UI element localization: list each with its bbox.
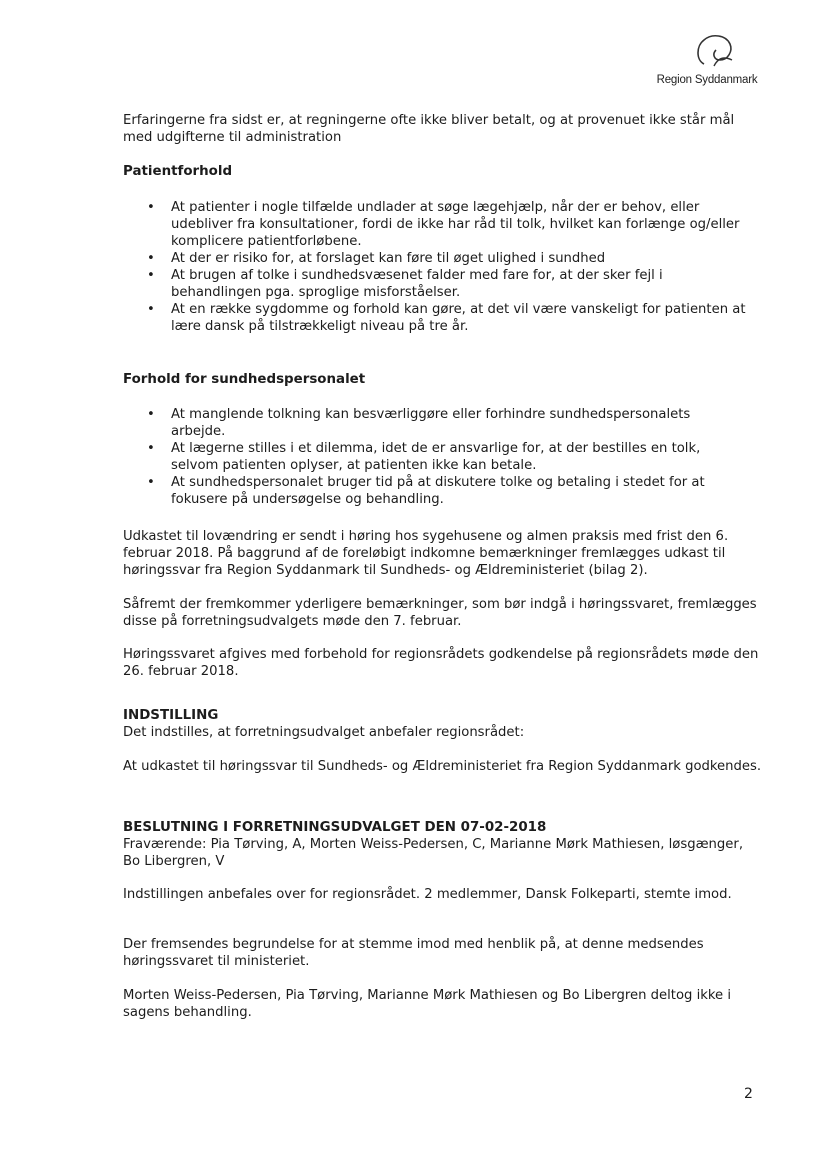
list-item: • At brugen af tolke i sundhedsvæsenet falder med fare for, at der sker fejl i behandlingen pga. sproglige misforståelser.	[147, 268, 663, 300]
indstilling-text: At udkastet til høringssvar til Sundheds- og Ældreministeriet fra Region Syddanmark godkendes.	[123, 759, 762, 774]
list-item: • At der er risiko for, at forslaget kan føre til øget ulighed i sundhed	[147, 251, 606, 266]
list-item: • At patienter i nogle tilfælde undlader at søge lægehjælp, når der er behov, eller udebliver fra konsultationer, fordi de ikke har råd til tolk, hvilket kan forlænge og/eller komplicere patientforløbene.	[147, 200, 740, 249]
intro-paragraph: Erfaringerne fra sidst er, at regningerne ofte ikke bliver betalt, og at provenuet ikke står mål med udgifterne til administration	[123, 113, 735, 145]
paragraph-hearing: Udkastet til lovændring er sendt i høring hos sygehusene og almen praksis med frist den 6. februar 2018. På baggrund af de foreløbigt indkomne bemærkninger fremlægges udkast til høringssvar fra Region Syddanmark til Sundheds- og Ældreministeriet (bilag 2).	[123, 529, 729, 578]
list-item: • At manglende tolkning kan besværliggøre eller forhindre sundhedspersonalets arbejde.	[147, 407, 691, 439]
list-item: • At lægerne stilles i et dilemma, idet de er ansvarlige for, at der bestilles en tolk, selvom patienten oplyser, at patienten ikke kan betale.	[147, 441, 701, 473]
logo-text: Region Syddanmark	[656, 74, 758, 86]
non-participation-paragraph: Morten Weiss-Pedersen, Pia Tørving, Marianne Mørk Mathiesen og Bo Libergren deltog ikke i sagens behandling.	[123, 988, 732, 1020]
staff-list	[147, 406, 747, 508]
absent-list: Fraværende: Pia Tørving, A, Morten Weiss-Pedersen, C, Marianne Mørk Mathiesen, løsgænger, Bo Libergren, V	[123, 837, 744, 869]
region-logo-icon	[692, 30, 738, 70]
list-item: • At sundhedspersonalet bruger tid på at diskutere tolke og betaling i stedet for at fokusere på undersøgelse og behandling.	[147, 475, 705, 507]
beslutning-heading: BESLUTNING I FORRETNINGSUDVALGET DEN 07-02-2018	[123, 820, 547, 835]
patient-list	[147, 199, 747, 335]
page-number: 2	[744, 1086, 753, 1102]
dissent-paragraph: Der fremsendes begrundelse for at stemme imod med henblik på, at denne medsendes høringssvaret til ministeriet.	[123, 937, 704, 969]
region-logo	[640, 30, 760, 92]
paragraph-further-remarks: Såfremt der fremkommer yderligere bemærkninger, som bør indgå i høringssvaret, fremlægges disse på forretningsudvalgets møde den 7. februar.	[123, 597, 757, 629]
paragraph-reservation: Høringssvaret afgives med forbehold for regionsrådets godkendelse på regionsrådets møde den 26. februar 2018.	[123, 647, 759, 679]
decision-paragraph: Indstillingen anbefales over for regionsrådet. 2 medlemmer, Dansk Folkeparti, stemte imod.	[123, 887, 732, 902]
indstilling-heading: INDSTILLING	[123, 708, 219, 723]
indstilling-line: Det indstilles, at forretningsudvalget anbefaler regionsrådet:	[123, 725, 525, 740]
list-item: • At en række sygdomme og forhold kan gøre, at det vil være vanskeligt for patienten at lære dansk på tilstrækkeligt niveau på tre år.	[147, 302, 746, 334]
staff-heading: Forhold for sundhedspersonalet	[123, 372, 366, 387]
patient-heading: Patientforhold	[123, 164, 233, 179]
